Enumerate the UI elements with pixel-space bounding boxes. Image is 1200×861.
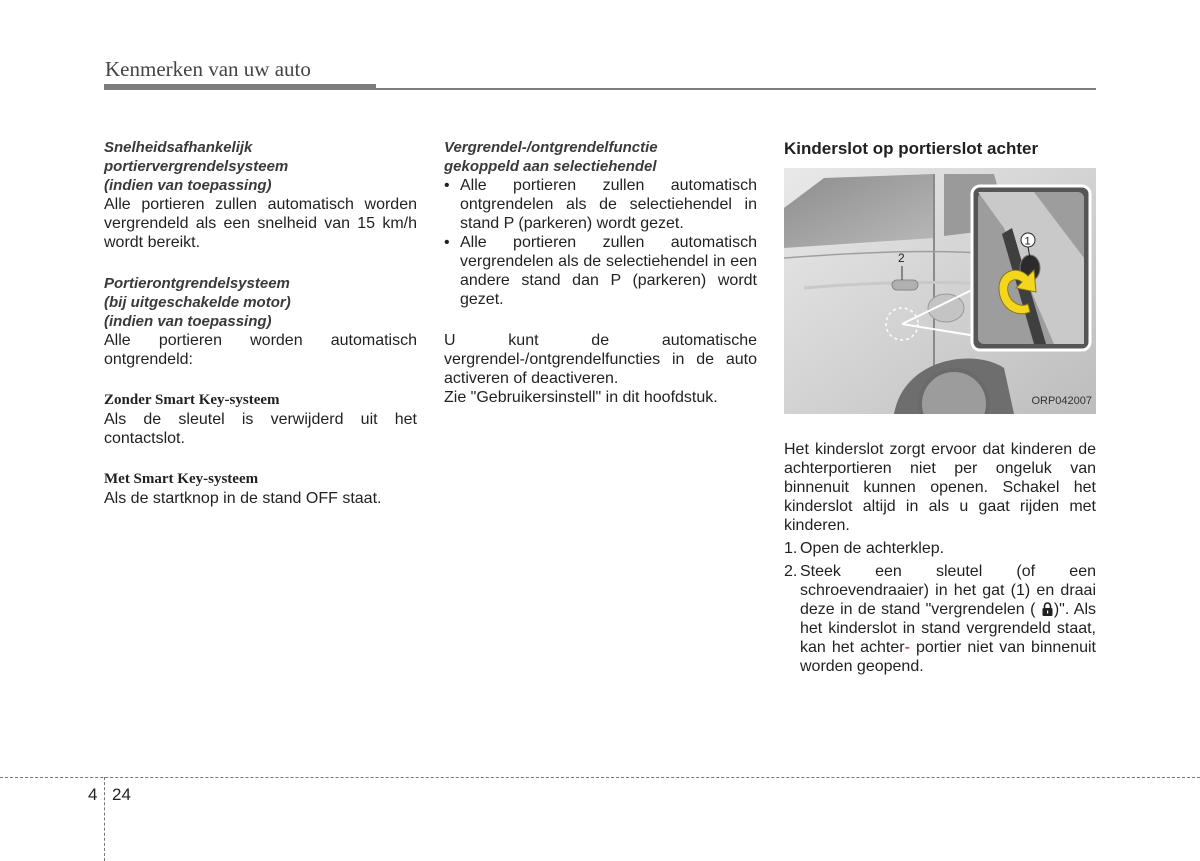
subheading-line: Snelheidsafhankelijk [104, 139, 253, 156]
figure-code: ORP042007 [1031, 395, 1092, 407]
subheading [104, 274, 417, 331]
step-number: 1. [784, 540, 798, 557]
footer-margin-rule [104, 777, 105, 861]
subheading-smart-key: Met Smart Key-systeem [104, 471, 259, 487]
figure-rear-door-child-lock [784, 168, 1096, 414]
callout-label-2: 2 [898, 251, 905, 265]
column-right [784, 138, 1096, 676]
bullet-list [444, 176, 757, 309]
body-text: Zie "Gebruikersinstell" in dit hoofdstuk. [444, 389, 718, 406]
bullet-item: • Alle portieren zullen automatisch vergrendelen als de selectiehendel in een andere stand dan P (parkeren) wordt gezet. [444, 233, 757, 309]
body-text: Als de startknop in de stand OFF staat. [104, 490, 382, 507]
header-rule-thin [376, 88, 1096, 90]
subheading-line: Vergrendel-/ontgrendelfunctie [444, 139, 658, 156]
body-text: Alle portieren worden automatisch ontgrendeld: [104, 332, 417, 368]
chapter-number: 4 [88, 785, 98, 804]
subheading-line: Portierontgrendelsysteem [104, 275, 290, 292]
step-text: Open de achterklep. [800, 540, 945, 557]
subheading-line: (indien van toepassing) [104, 313, 272, 330]
subheading [444, 138, 757, 176]
bullet-item: • Alle portieren zullen automatisch ontgrendelen als de selectiehendel in stand P (parkeren) wordt gezet. [444, 176, 757, 233]
step-item [784, 539, 1096, 558]
body-text: U kunt de automatische vergrendel-/ontgrendelfuncties in de auto activeren of deactiveren. [444, 332, 757, 387]
subheading [104, 138, 417, 195]
subheading-line: portiervergrendelsysteem [104, 158, 289, 175]
body-text: Als de sleutel is verwijderd uit het contactslot. [104, 411, 417, 447]
subheading-line: (bij uitgeschakelde motor) [104, 294, 291, 311]
step-item [784, 562, 1096, 676]
step-text: )". Als het kinderslot in stand vergrendeld staat, kan het achter [800, 601, 1096, 656]
subheading-line: (indien van toepassing) [104, 177, 272, 194]
car-door-illustration [784, 168, 1096, 414]
step-text: portier niet van binnenuit worden geopend. [800, 639, 1096, 675]
footer-rule [0, 777, 1200, 778]
body-text: Het kinderslot zorgt ervoor dat kinderen de achterportieren niet per ongeluk van binnenuit kunnen openen. Schakel het kinderslot altijd in als u gaat rijden met kinderen. [784, 441, 1096, 534]
column-middle [444, 138, 757, 407]
step-list [784, 539, 1096, 676]
step-number: 2. [784, 563, 798, 580]
hyphen: - [904, 639, 910, 656]
lock-icon [1041, 602, 1054, 616]
callout-label-1: 1 [1024, 235, 1031, 248]
subheading-smart-key-none: Zonder Smart Key-systeem [104, 392, 280, 408]
column-left [104, 138, 417, 508]
step-text: Steek een sleutel (of een schroevendraaier) in het gat (1) en draai deze in de stand "vergrendelen ( [800, 563, 1096, 618]
subheading-line: gekoppeld aan selectiehendel [444, 158, 657, 175]
page-number: 24 [112, 785, 131, 804]
section-title: Kinderslot op portierslot achter [784, 139, 1039, 158]
page-header-title: Kenmerken van uw auto [105, 57, 311, 81]
body-text: Alle portieren zullen automatisch worden vergrendeld als een snelheid van 15 km/h wordt bereikt. [104, 196, 417, 251]
header-rule-thick [104, 84, 376, 90]
